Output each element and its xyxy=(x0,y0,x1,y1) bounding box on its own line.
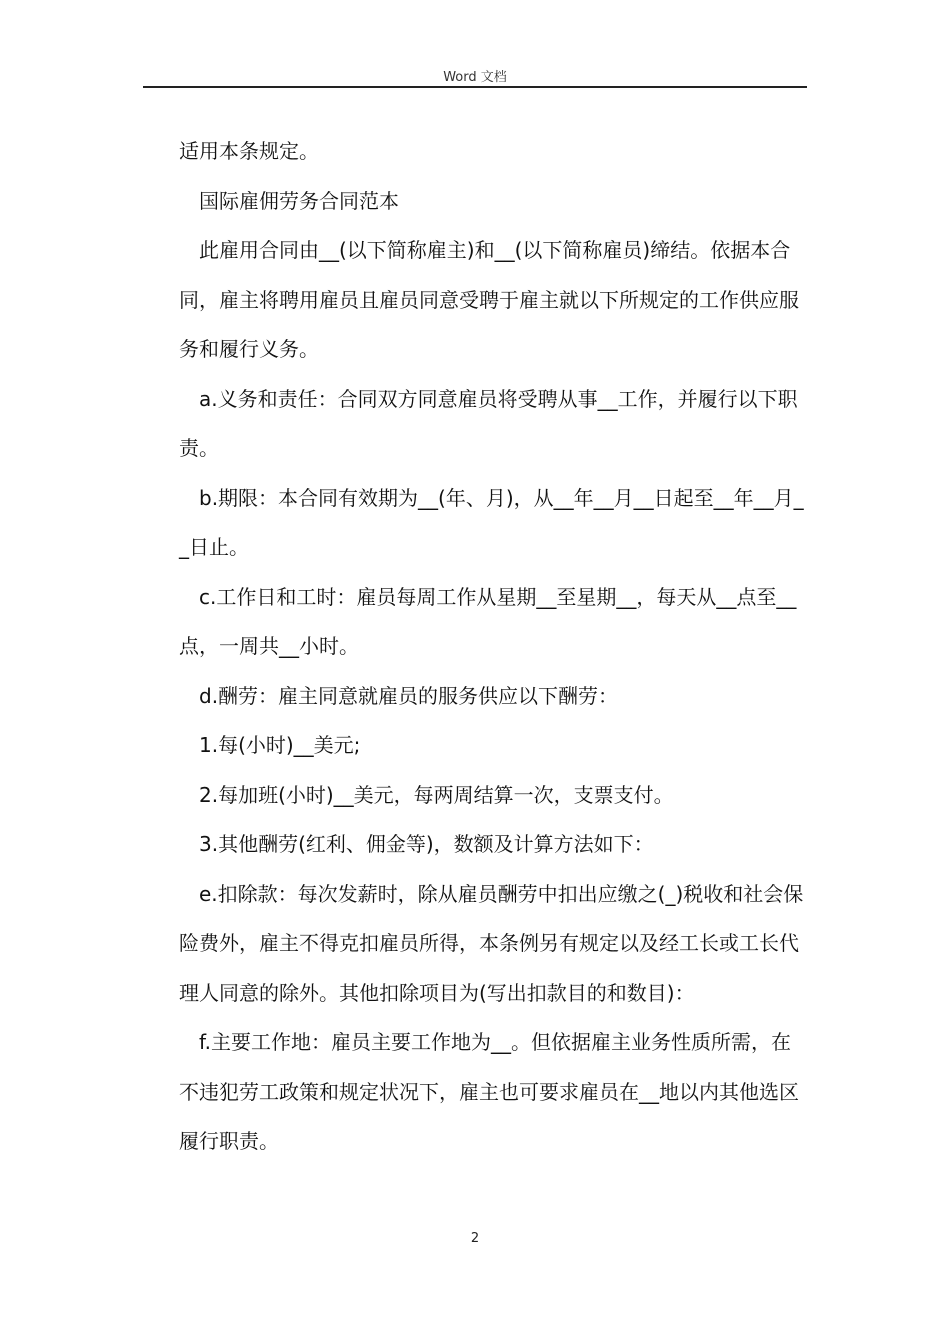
paragraph-deductions: e.扣除款：每次发薪时，除从雇员酬劳中扣出应缴之(_)税收和社会保险费外，雇主不得克扣雇员所得，本条例另有规定以及经工长或工长代理人同意的除外。其他扣除项目为(写出扣款目的和数目)： xyxy=(179,881,804,1005)
page-header: Word 文档 xyxy=(443,70,507,85)
document-body xyxy=(179,127,807,1167)
paragraph-remuneration-item-3: 3.其他酬劳(红利、佣金等)，数额及计算方法如下： xyxy=(199,832,654,856)
paragraph-remuneration-item-2: 2.每加班(小时)__美元，每两周结算一次，支票支付。 xyxy=(199,782,674,807)
paragraph-working-hours: c.工作日和工时：雇员每周工作从星期__至星期__，每天从__点至__点，一周共__小时。 xyxy=(179,584,797,658)
paragraph-duties: a.义务和责任：合同双方同意雇员将受聘从事__工作，并履行以下职责。 xyxy=(179,386,798,460)
document-section-title: 国际雇佣劳务合同范本 xyxy=(199,188,399,213)
paragraph-remuneration-item-1: 1.每(小时)__美元; xyxy=(199,733,361,757)
paragraph-contract-intro: 此雇用合同由__(以下简称雇主)和__(以下简称雇员)缔结。依据本合同，雇主将聘用雇员且雇员同意受聘于雇主就以下所规定的工作供应服务和履行义务。 xyxy=(179,238,799,361)
paragraph-term: b.期限：本合同有效期为__(年、月)，从__年__月__日起至__年__月__日止。 xyxy=(179,485,804,559)
page-number: 2 xyxy=(470,1231,480,1246)
paragraph-continuation: 适用本条规定。 xyxy=(179,139,319,163)
paragraph-work-location: f.主要工作地：雇员主要工作地为__。但依据雇主业务性质所需，在不违犯劳工政策和规定状况下，雇主也可要求雇员在__地以内其他选区履行职责。 xyxy=(179,1030,799,1153)
header-divider xyxy=(143,86,807,88)
paragraph-remuneration: d.酬劳：雇主同意就雇员的服务供应以下酬劳： xyxy=(199,683,619,708)
